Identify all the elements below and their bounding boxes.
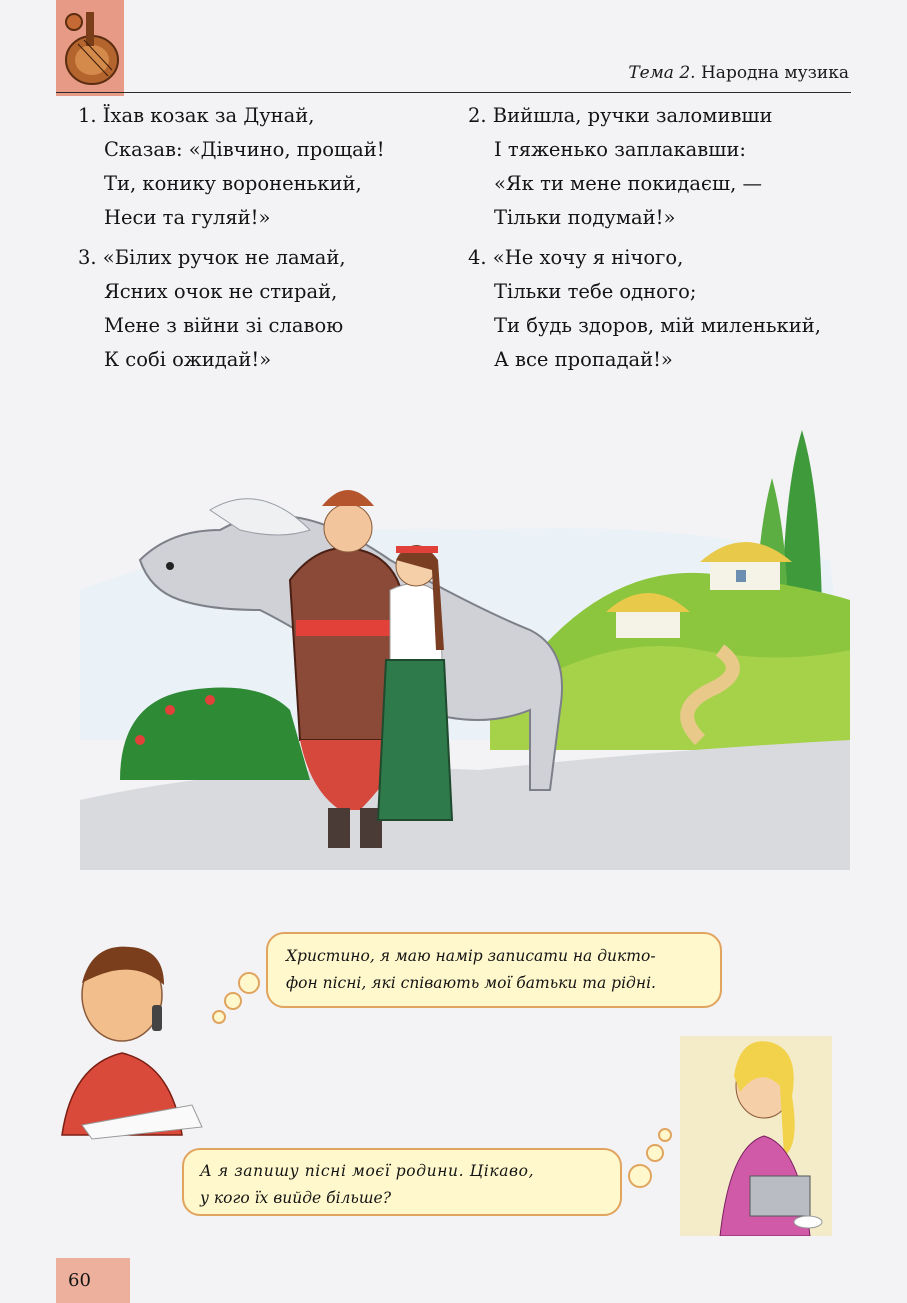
boy-with-phone — [52, 935, 212, 1140]
verse-line: К собі ожидай!» — [104, 348, 272, 371]
topic-heading — [628, 63, 849, 83]
cup-icon — [794, 1216, 822, 1228]
header-rule — [56, 92, 851, 93]
bubble-line: Христино, я маю намір записати на дикто- — [286, 947, 656, 965]
bandura-icon — [56, 4, 124, 94]
verse-line: 2. Вийшла, ручки заломивши — [468, 104, 773, 127]
thought-dot — [212, 1010, 226, 1024]
verse-line: Ти будь здоров, мій миленький, — [494, 314, 821, 337]
topic-name: Народна музика — [700, 63, 849, 83]
verse-line: Мене з війни зі славою — [104, 314, 344, 337]
verse-line: 4. «Не хочу я нічого, — [468, 246, 684, 269]
verse-2 — [468, 99, 773, 235]
verse-line: А все пропадай!» — [494, 348, 673, 371]
verse-line: Ясних очок не стирай, — [104, 280, 338, 303]
verse-line: «Як ти мене покидаєш, — — [494, 172, 762, 195]
cossack-farewell-illustration — [60, 410, 850, 870]
verse-line: Ти, конику вороненький, — [104, 172, 362, 195]
verse-line: 1. Їхав козак за Дунай, — [78, 104, 315, 127]
bubble-line: у кого їх вийде більше? — [200, 1189, 392, 1207]
verse-1 — [78, 99, 385, 235]
bubble-line: фон пісні, які співають мої батьки та рідні. — [286, 974, 656, 992]
thought-dot — [238, 972, 260, 994]
cypress-tree — [782, 430, 822, 610]
boy-speech-bubble — [266, 932, 722, 1008]
thought-dot — [628, 1164, 652, 1188]
verse-line: Сказав: «Дівчино, прощай! — [104, 138, 385, 161]
topic-label: Тема 2. — [628, 63, 696, 83]
laptop-icon — [750, 1176, 810, 1216]
page-number: 60 — [56, 1258, 130, 1303]
thought-dot — [658, 1128, 672, 1142]
thought-dot — [646, 1144, 664, 1162]
verse-line: Тільки тебе одного; — [494, 280, 697, 303]
bubble-line: А я запишу пісні моєї родини. Цікаво, — [200, 1162, 535, 1180]
verse-3 — [78, 241, 346, 377]
phone-icon — [152, 1005, 162, 1031]
girl-with-laptop — [680, 1036, 832, 1236]
verse-4 — [468, 241, 821, 377]
verse-line: Тільки подумай!» — [494, 206, 676, 229]
thought-dot — [224, 992, 242, 1010]
topic-corner-icon — [56, 0, 124, 96]
verse-line: І тяженько заплакавши: — [494, 138, 746, 161]
verse-line: Неси та гуляй!» — [104, 206, 271, 229]
verse-line: 3. «Білих ручок не ламай, — [78, 246, 346, 269]
girl-speech-bubble — [182, 1148, 622, 1216]
